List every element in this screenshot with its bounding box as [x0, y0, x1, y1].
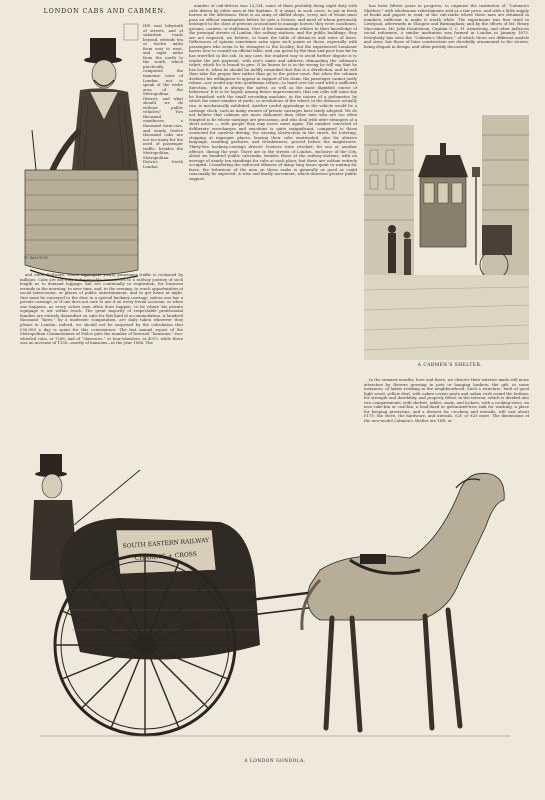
text-column-1-bottom [20, 273, 183, 383]
article-title: LONDON CABS AND CABMEN. [43, 8, 167, 15]
col3-top-paragraph: has been fifteen years in progress, to organise the institution of “Cabmen's Shelters,” with wholesome refreshments sold at a fair price, and with a little supply of books and papers to read, at the cab-ranks where these men are detained in numbers sufficient to make it worth while. The experiment was first tried in Liverpool, afterwards in Glasgow and Birmingham; and by the efforts of Mr. Henry Maccaness, Mr. John Dennistoun, Captain G. C. H. Armstrong, and other judicious social reformers, a similar institution was formed in London in January 1875. Everybody has seen the “Cabmen's Shelters,” of which there are different models and sizes; but those of later construction are decidedly ornamental to the streets, being elegant in design, and often prettily decorated. [364, 4, 529, 49]
col1-bottom-paragraph: and other Railways, whose aggregate yearly passenger traffic is reckoned by millions. Cabs are not only indispensable accessories to a railway journey of such length as to demand luggage, but are continually in requisition, for business errands in the morning, to save time, and, in the evening, to reach opportunities of social intercourse, or places of public entertainment, and to get home at night. One must be conveyed to the door in a special hackney carriage, unless one has a private carriage, or if one does not care to use it on every trivial occasion, or when one happens, as every active man often does happen, to be where his private equipage is not within reach. The great majority of respectable professional families are entirely dependent on cabs for this kind of accommodation. A hundred thousand “fares,” by a moderate computation, are daily taken wherever they please in London; indeed, we should not be surprised by the calculation that £50,000 a day is spent for this convenience. The last annual report of the Metropolitan Commissioner of Police puts the number of licensed “hansoms,” two-wheeled cabs, at 7208, and of “clarences,” or four-wheelers, at 4013, while there was an increase of 1150—mostly of hansoms—in the year 1888. The [20, 273, 183, 346]
artist-signature: W. RALSTON [24, 256, 48, 260]
svg-text:CHARING + CROSS: CHARING + CROSS [134, 550, 198, 563]
text-column-1-top [143, 24, 183, 306]
shelter-caption: A CABMEN'S SHELTER. [417, 363, 483, 368]
svg-text:SOUTH EASTERN RAILWAY: SOUTH EASTERN RAILWAY [122, 536, 210, 551]
gondola-caption: A LONDON GONDOLA. [244, 759, 306, 764]
col1-top-paragraph: HIS vast labyrinth of streets, and of suburban roads beyond, extends ten or twelve miles from east to west, and eight miles from the north to the south, which practically comprises the immense town of London, not to speak of the wider area of the Metropolitan District, and what should we do without public vehicles? Two thousand omnibuses, a thousand tram-cars, and nearly twelve thousand cabs are not too many for the need of passenger traffic, besides the Metropolitan, Metropolitan District, North London, [143, 24, 183, 169]
text-column-3-top [364, 4, 529, 117]
cabman-portrait-engraving [20, 20, 140, 292]
cabmen-shelter-engraving [364, 115, 529, 360]
hansom-cab-engraving [20, 430, 525, 755]
col3-bottom-paragraph: In the summer months, here and there, we observe their exterior made still more attractive by flowers growing in pots or hanging baskets, the gift, in some instances, of ladies residing in the neighbourhood. Such a structure, built of good light wood, yellow deal, with oaken corner-posts and oaken curb round the bottom, for strength and durability, and properly fitted, in the interior, which is divided into two compartments, with shelves, tables, seats, and lockers, with a cooking-stove, an iron coke-bin or coal-bin, a lead-lined or galvanised-iron sink for washing, a place for keeping provisions, and a dresser for crockery and utensils, will cost about £175; the stove, the hardware, and utensils, £20 or £25 more. The dimensions of the new-model Cabmen's Shelter are 18ft. or [364, 378, 529, 423]
text-column-2 [189, 4, 357, 380]
col2-paragraph: number of cab-drivers was 13,534, some of them probably doing night duty with cabs driven by other men in the daytime. It is usual, in such cases, to put in fresh horses in the afternoon. Here is an army of skilled shops, every one of whom must pass an official examination before he gets a license, and most of whom previously belonged to the class of persons accustomed to manage horses: they were coachmen, grooms, carmen, or stablemen. Part of the examination relates to their knowledge of the principal streets of London, the railway stations, and the public buildings; they are not required, we believe, to learn the table of distances and rates of fares. Differences of opinion sometimes arise upon such points as these, especially with passengers who seem to be strangers to the locality; but the experienced Londoner knows how to consult an official table, and can guess by the time and pace how far he has travelled in the cab. In any case, the readiest way to avoid further dispute is to tender the just payment, with one's name and address, demanding the cabman's ticket, which he is bound to give. If he knows he is in the wrong he will say that he has lost it, when he should be mildly reminded that this is a dereliction, and he will then take the proper fare rather than go to the police-court. But when the cabman declares his willingness to appear in support of his claim, the passenger cannot justly refuse—nor would any true gentleman refuse—to hand over his card with a sufficient direction, which is always the safest, as well as the most dignified course of behaviour. It is to be hoped, among future improvements, that our cabs will some day be furnished with the small recording machine, in the nature of a pedometer, by which the exact number of yards, or revolutions of the wheel, in the distance actually run, is mechanically exhibited. Another useful appendage to the vehicle would be a carriage clock, such as many owners of private carriages have lately adopted. We do not believe that cabmen are more dishonest than other men who are too often tempted to be whose earnings are precarious, and who deal with utter strangers at a short notice — with people they may never meet again. The number convicted of deliberate overcharges and exactions is quite insignificant, compared to those convicted for careless driving, for causing obstruction in the street, for loitering, stopping at improper places, leaving their cabs unattended, also for abusive language, insulting gestures, and drunkenness, proved before the magistrates. Thirty-five hackney-carriage drivers' licenses were revoked, for one or another offence, during the year. There are in the streets of London, exclusive of the City, about six hundred public cab-ranks, besides those at the railway-stations, with an average of nearly ten standings for cabs at each place, but these are seldom entirely occupied. Considering the enforced idleness of many long hours spent in waiting for fares, the behaviour of the men on these ranks is generally as good as could reasonably be expected. A wise and kindly movement, which deserves greater public support, [189, 4, 357, 181]
